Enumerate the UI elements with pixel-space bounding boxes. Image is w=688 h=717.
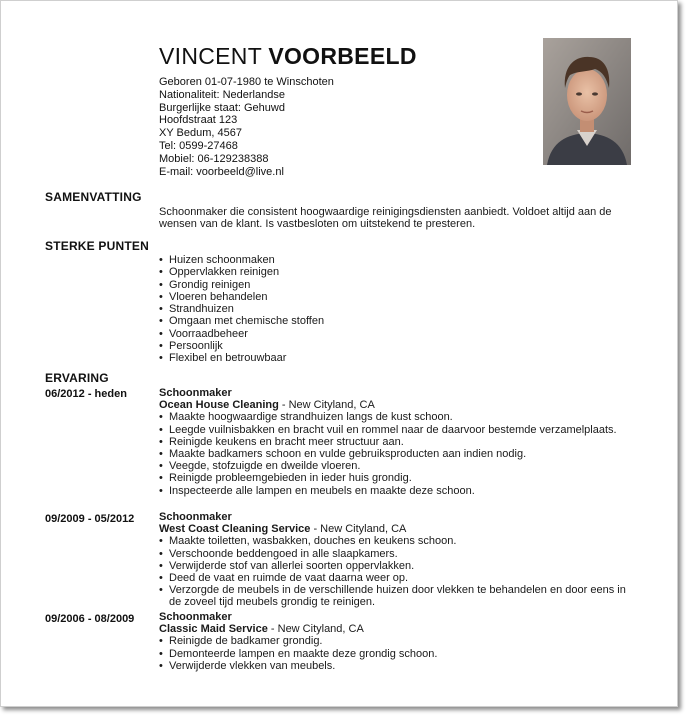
list-item: • Veegde, stofzuigde en dweilde vloeren.	[159, 460, 639, 472]
list-item: • Grondig reinigen	[159, 279, 324, 291]
list-item: • Reinigde de badkamer grondig.	[159, 635, 639, 647]
list-item: • Maakte toiletten, wasbakken, douches en keukens schoon.	[159, 535, 639, 547]
job-duties	[159, 411, 639, 496]
company-location: - New Cityland, CA	[310, 523, 407, 536]
job-title: Schoonmaker	[159, 387, 232, 399]
email: E-mail: voorbeeld@live.nl	[159, 165, 284, 178]
candidate-name	[159, 43, 417, 70]
profile-photo	[543, 38, 631, 165]
list-item: • Inspecteerde alle lampen en meubels en maakte deze schoon.	[159, 485, 639, 497]
job-employer	[159, 399, 639, 411]
company-location: - New Cityland, CA	[278, 399, 375, 412]
mobile: Mobiel: 06-129238388	[159, 152, 269, 165]
list-item: • Oppervlakken reinigen	[159, 266, 324, 278]
strengths-list	[159, 254, 324, 365]
job-title: Schoonmaker	[159, 511, 232, 523]
list-item: • Deed de vaat en ruimde de vaat daarna weer op.	[159, 572, 639, 584]
job-employer	[159, 623, 639, 635]
list-item: • Huizen schoonmaken	[159, 254, 324, 266]
list-item: • Verwijderde stof van allerlei soorten oppervlakken.	[159, 560, 639, 572]
job-dates: 09/2009 - 05/2012	[45, 513, 135, 525]
list-item: • Verzorgde de meubels in de verschillende huizen door vlekken te behandelen en door eens in de zoveel tijd meubels grondig te reinigen.	[159, 584, 639, 608]
job-duties	[159, 535, 639, 608]
list-item: • Demonteerde lampen en maakte deze grondig schoon.	[159, 648, 639, 660]
list-item: • Maakte badkamers schoon en vulde gebruiksproducten aan indien nodig.	[159, 448, 639, 460]
list-item: • Vloeren behandelen	[159, 291, 324, 303]
list-item: • Strandhuizen	[159, 303, 324, 315]
list-item: • Omgaan met chemische stoffen	[159, 315, 324, 327]
profile-photo-image	[543, 38, 631, 165]
list-item: • Maakte hoogwaardige strandhuizen langs de kust schoon.	[159, 411, 639, 423]
postal-city: XY Bedum, 4567	[159, 127, 242, 140]
company-name: West Coast Cleaning Service	[159, 523, 311, 536]
list-item: • Voorraadbeheer	[159, 328, 324, 340]
job-title: Schoonmaker	[159, 611, 232, 623]
list-item: • Reinigde probleemgebieden in ieder huis grondig.	[159, 472, 639, 484]
list-item: • Persoonlijk	[159, 340, 324, 352]
job-entry	[159, 511, 639, 609]
nationality: Nationaliteit: Nederlandse	[159, 88, 285, 101]
street-address: Hoofdstraat 123	[159, 114, 238, 127]
list-item: • Flexibel en betrouwbaar	[159, 352, 324, 364]
list-item: • Verwijderde vlekken van meubels.	[159, 660, 639, 672]
summary-text: Schoonmaker die consistent hoogwaardige reinigingsdiensten aanbiedt. Voldoet altijd aan de wensen van de klant. Is vastbesloten om uitstekend te presteren.	[159, 206, 612, 231]
job-dates: 06/2012 - heden	[45, 388, 127, 400]
strengths-heading: STERKE PUNTEN	[45, 239, 149, 253]
list-item: • Leegde vuilnisbakken en bracht vuil en rommel naar de daarvoor bestemde verzamelplaats.	[159, 424, 639, 436]
first-name: VINCENT	[159, 43, 262, 69]
company-name: Classic Maid Service	[159, 623, 268, 636]
last-name: VOORBEELD	[268, 43, 417, 69]
job-employer	[159, 523, 639, 535]
contact-details	[159, 76, 334, 178]
list-item: • Verschoonde beddengoed in alle slaapkamers.	[159, 548, 639, 560]
phone: Tel: 0599-27468	[159, 139, 238, 152]
experience-heading: ERVARING	[45, 371, 109, 385]
company-name: Ocean House Cleaning	[159, 399, 279, 412]
job-duties	[159, 635, 639, 672]
list-item: • Reinigde keukens en bracht meer structuur aan.	[159, 436, 639, 448]
marital-status: Burgerlijke staat: Gehuwd	[159, 101, 285, 114]
job-dates: 09/2006 - 08/2009	[45, 613, 135, 625]
job-entry	[159, 387, 639, 497]
birth-info: Geboren 01-07-1980 te Winschoten	[159, 76, 334, 88]
company-location: - New Cityland, CA	[267, 623, 364, 636]
summary-heading: SAMENVATTING	[45, 190, 142, 204]
job-entry	[159, 611, 639, 672]
